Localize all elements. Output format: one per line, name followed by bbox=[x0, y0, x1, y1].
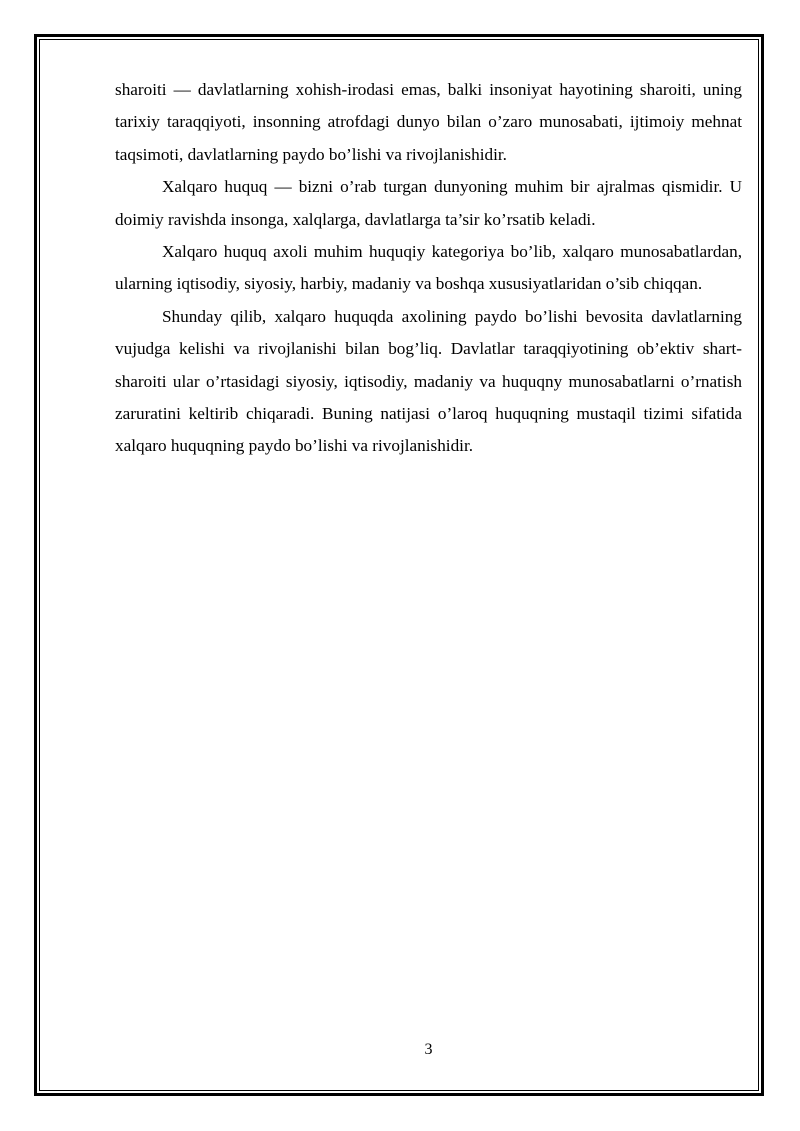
paragraph-conclusion: Shunday qilib, xalqaro huquqda axolining paydo bo’lishi bevosita davlatlarning vujudga kelishi va rivojlanishi bilan bog’liq. Davlatlar taraqqiyotining ob’ektiv shart-sharoiti ular o’rtasidagi siyosiy, iqtisodiy, madaniy va huquqny munosabatlarni o’rnatish zaruratini keltirib chiqaradi. Buning natijasi o’laroq huquqning mustaqil tizimi sifatida xalqaro huquqning paydo bo’lishi va rivojlanishidir. bbox=[115, 306, 742, 456]
paragraph-continuation: sharoiti — davlatlarning xohish-irodasi emas, balki insoniyat hayotining sharoiti, uning tarixiy taraqqiyoti, insonning atrofdagi dunyo bilan o’zaro munosabati, ijtimoiy mehnat taqsimoti, davlatlarning paydo bo’lishi va rivojlanishidir. bbox=[115, 80, 742, 164]
paragraph-international-law-definition: Xalqaro huquq — bizni o’rab turgan dunyoning muhim bir ajralmas qismidir. U doimiy ravishda insonga, xalqlarga, davlatlarga ta’sir ko’rsatib keladi. bbox=[115, 177, 742, 229]
document-body bbox=[115, 74, 742, 463]
page-number: 3 bbox=[424, 1041, 433, 1058]
paragraph-legal-category: Xalqaro huquq axoli muhim huquqiy kategoriya bo’lib, xalqaro munosabatlardan, ularning iqtisodiy, siyosiy, harbiy, madaniy va boshqa xususiyatlaridan o’sib chiqqan. bbox=[115, 242, 742, 294]
